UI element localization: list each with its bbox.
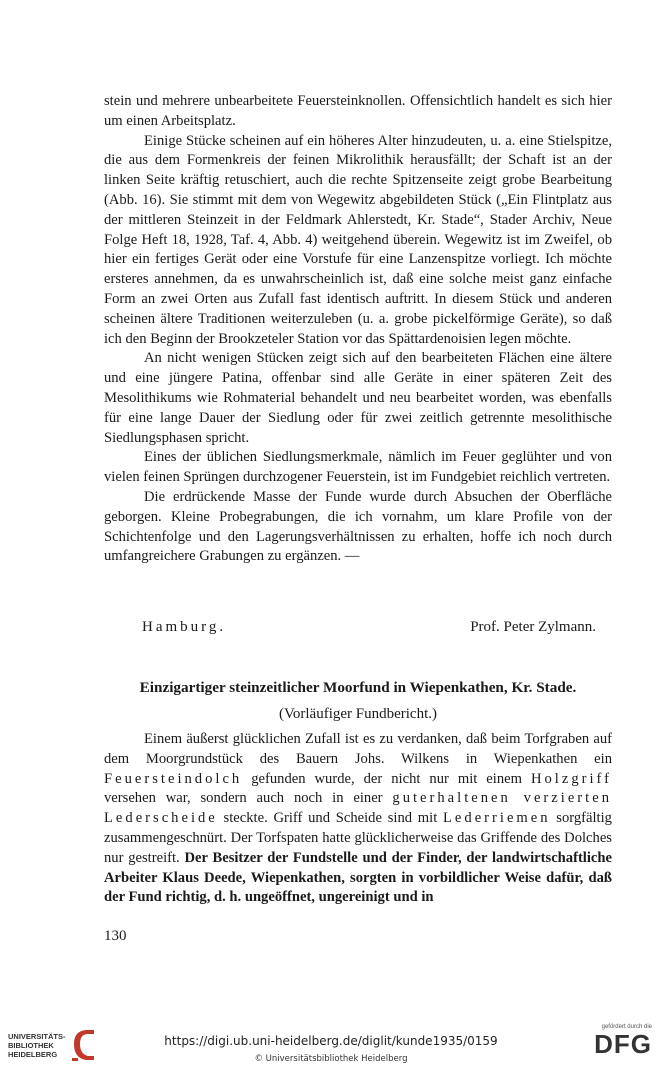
library-name-line: BIBLIOTHEK [8, 1040, 54, 1050]
bold-text-run: Der Besitzer der Fundstelle und der Finder, der landwirtschaftliche Arbeiter Klaus Deede, Wiepenkathen, sorgten in vorbildlicher Weise dafür, daß der Fund richtig, d. h. ungeöffnet, ungereinigt und in [104, 849, 612, 906]
dfg-logo[interactable] [594, 1024, 652, 1058]
emphasis-term: Holzgriff [530, 770, 612, 787]
article-title: Einzigartiger steinzeitlicher Moorfund in Wiepenkathen, Kr. Stade. [139, 679, 577, 696]
dfg-wordmark: DFG [594, 1029, 652, 1059]
text-run: steckte. Griff und Scheide sind mit [223, 810, 438, 827]
signature-author: Prof. Peter Zylmann. [470, 619, 596, 635]
paragraph: Eines der üblichen Siedlungsmerkmale, nämlich im Feuer geglühter und von vielen feinen Sprüngen durchzogener Feuerstein, ist im Fundgebiet reichlich vertreten. [104, 449, 612, 486]
signature-city: Hamburg. [142, 619, 227, 635]
signature-line [104, 619, 596, 636]
paragraph: Die erdrückende Masse der Funde wurde durch Absuchen der Oberfläche geborgen. Kleine Probegrabungen, die ich vornahm, um klare Profile von der Schichtenfolge und den Lagerungsverhältnissen zu erhalten, hoffe ich noch durch umfangreichere Grabungen zu ergänzen. — [104, 488, 612, 565]
article-subtitle: (Vorläufiger Fundbericht.) [278, 706, 437, 722]
text-run: Einem äußerst glücklichen Zufall ist es zu verdanken, daß beim Torfgraben auf dem Moorgrundstück des Bauern Johs. Wilkens in Wiepenkathen ein [104, 731, 612, 767]
copyright-notice: © Universitätsbibliothek Heidelberg [254, 1054, 408, 1064]
library-name-line: UNIVERSITÄTS- [8, 1031, 66, 1041]
article-body [104, 92, 612, 567]
paragraph: stein und mehrere unbearbeitete Feuersteinknollen. Offensichtlich handelt es sich hier um einen Arbeitsplatz. [104, 93, 612, 129]
paragraph [104, 730, 612, 908]
text-run: sorgfältig zusammengeschnürt. Der Torfspaten hatte glücklicherweise das Griffende des Dolches nur gestreift. [104, 810, 612, 866]
library-name-line: HEIDELBERG [8, 1049, 58, 1059]
emphasis-term: Feuersteindolch [104, 770, 243, 787]
funded-by-label: gefördert durch die [601, 1024, 652, 1030]
document-url[interactable]: https://digi.ub.uni-heidelberg.de/diglit/kunde1935/0159 [164, 1034, 498, 1048]
text-run: versehen war, sondern auch noch in einer [104, 790, 383, 807]
footer-bar [0, 1020, 662, 1073]
page-number: 130 [104, 928, 127, 944]
article-body-2 [104, 730, 612, 908]
emphasis-term: Lederriemen [443, 810, 551, 827]
paragraph: Einige Stücke scheinen auf ein höheres Alter hinzudeuten, u. a. eine Stielspitze, die aus dem Formenkreis der feinen Mikrolithik herausfällt; der Schaft ist an der linken Seite kräftig retuschiert, auch die rechte Spitzenseite zeigt grobe Bearbeitung (Abb. 16). Sie stimmt mit dem von Wegewitz abgebildeten Stück („Ein Flintplatz aus der mittleren Steinzeit in der Feldmark Ahlerstedt, Kr. Stade“, Stader Archiv, Neue Folge Heft 18, 1928, Taf. 4, Abb. 4) weitgehend überein. Wegewitz ist im Zweifel, ob hier ein fertiges Gerät oder eine Vorstufe für eine Lanzenspitze vorliegt. Ich möchte ersteres annehmen, da es unwahrscheinlich ist, daß eine solche meist ganz einfache Form an zwei Orten aus Zufall fast identisch auftritt. In diesem Stück und anderen scheinen ältere Traditionen weiterzuleben (u. a. grobe pickelförmige Geräte), so daß ich den Beginn der Brookzeteler Station vor das Spättardenoisien legen möchte. [104, 132, 612, 347]
emphasis-term: guterhaltenen verzierten Lederscheide [104, 790, 612, 827]
paragraph: An nicht wenigen Stücken zeigt sich auf den bearbeiteten Flächen eine ältere und eine jüngere Patina, offenbar sind alle Geräte in einer späteren Zeit des Mesolithikums wie Rohmaterial behandelt und neu bearbeitet worden, was ebenfalls für eine lange Dauer der Siedlung oder für zwei zeitlich getrennte mesolithische Siedlungsphasen spricht. [104, 350, 612, 446]
text-run: gefunden wurde, der nicht nur mit einem [251, 770, 522, 787]
